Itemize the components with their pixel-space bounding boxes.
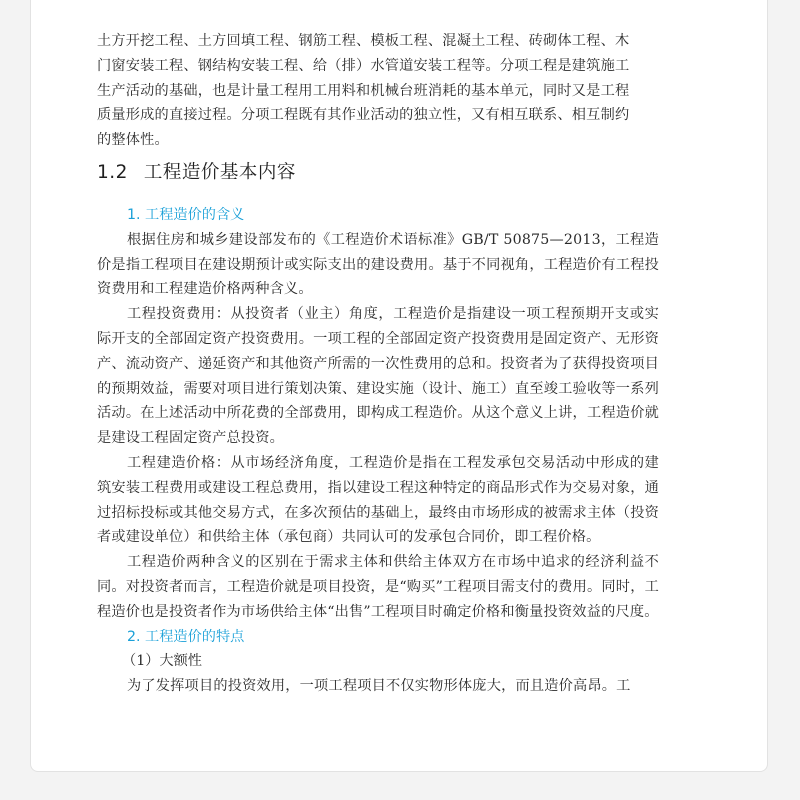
intro-line: 生产活动的基础，也是计量工程用工用料和机械台班消耗的基本单元，同时又是工程 — [97, 82, 630, 99]
subsection-heading-meaning: 1. 工程造价的含义 — [127, 207, 245, 223]
body-paragraph: 工程投资费用：从投资者（业主）角度，工程造价是指建设一项工程预期开支或实际开支的全部固定资产投资费用。一项工程的全部固定资产投资费用是固定资产、无形资产、流动资产、递延资产和其他资产所需的一次性费用的总和。投资者为了获得投资项目的预期效益，需要对项目进行策划决策、建设实施（设计、施工）直至竣工验收等一系列活动。在上述活动中所花费的全部费用，即构成工程造价。从这个意义上讲，工程造价就是建设工程固定资产总投资。 — [97, 306, 659, 447]
intro-paragraph — [97, 29, 659, 153]
section-number: 1.2 — [97, 162, 128, 183]
intro-line: 的整体性。 — [97, 132, 169, 149]
intro-line: 质量形成的直接过程。分项工程既有其作业活动的独立性，又有相互联系、相互制约 — [97, 107, 630, 124]
section-body — [97, 203, 659, 699]
intro-line: 门窗安装工程、钢结构安装工程、给（排）水管道安装工程等。分项工程是建筑施工 — [97, 57, 630, 74]
section-heading — [97, 158, 296, 184]
body-paragraph: 工程造价两种含义的区别在于需求主体和供给主体双方在市场中追求的经济利益不同。对投资者而言，工程造价就是项目投资，是“购买”工程项目需支付的费用。同时，工程造价也是投资者作为市场供给主体“出售”工程项目时确定价格和衡量投资效益的尺度。 — [97, 554, 659, 620]
section-title: 工程造价基本内容 — [143, 162, 296, 183]
body-paragraph: 工程建造价格：从市场经济角度，工程造价是指在工程发承包交易活动中形成的建筑安装工程费用或建设工程总费用，指以建设工程这种特定的商品形式作为交易对象，通过招标投标或其他交易方式，在多次预估的基础上，最终由市场形成的被需求主体（投资者或建设单位）和供给主体（承包商）共同认可的发承包合同价，即工程价格。 — [97, 454, 659, 546]
body-paragraph: 根据住房和城乡建设部发布的《工程造价术语标准》GB/T 50875—2013，工程造价是指工程项目在建设期预计或实际支出的建设费用。基于不同视角，工程造价有工程投资费用和工程建造价格两种含义。 — [97, 231, 659, 298]
subsection-heading-features: 2. 工程造价的特点 — [127, 628, 245, 645]
list-item-heading: （1）大额性 — [122, 653, 202, 670]
body-paragraph: 为了发挥项目的投资效用，一项工程项目不仅实物形体庞大，而且造价高昂。工 — [127, 678, 631, 695]
intro-line: 土方开挖工程、土方回填工程、钢筋工程、模板工程、混凝土工程、砖砌体工程、木 — [97, 33, 630, 49]
